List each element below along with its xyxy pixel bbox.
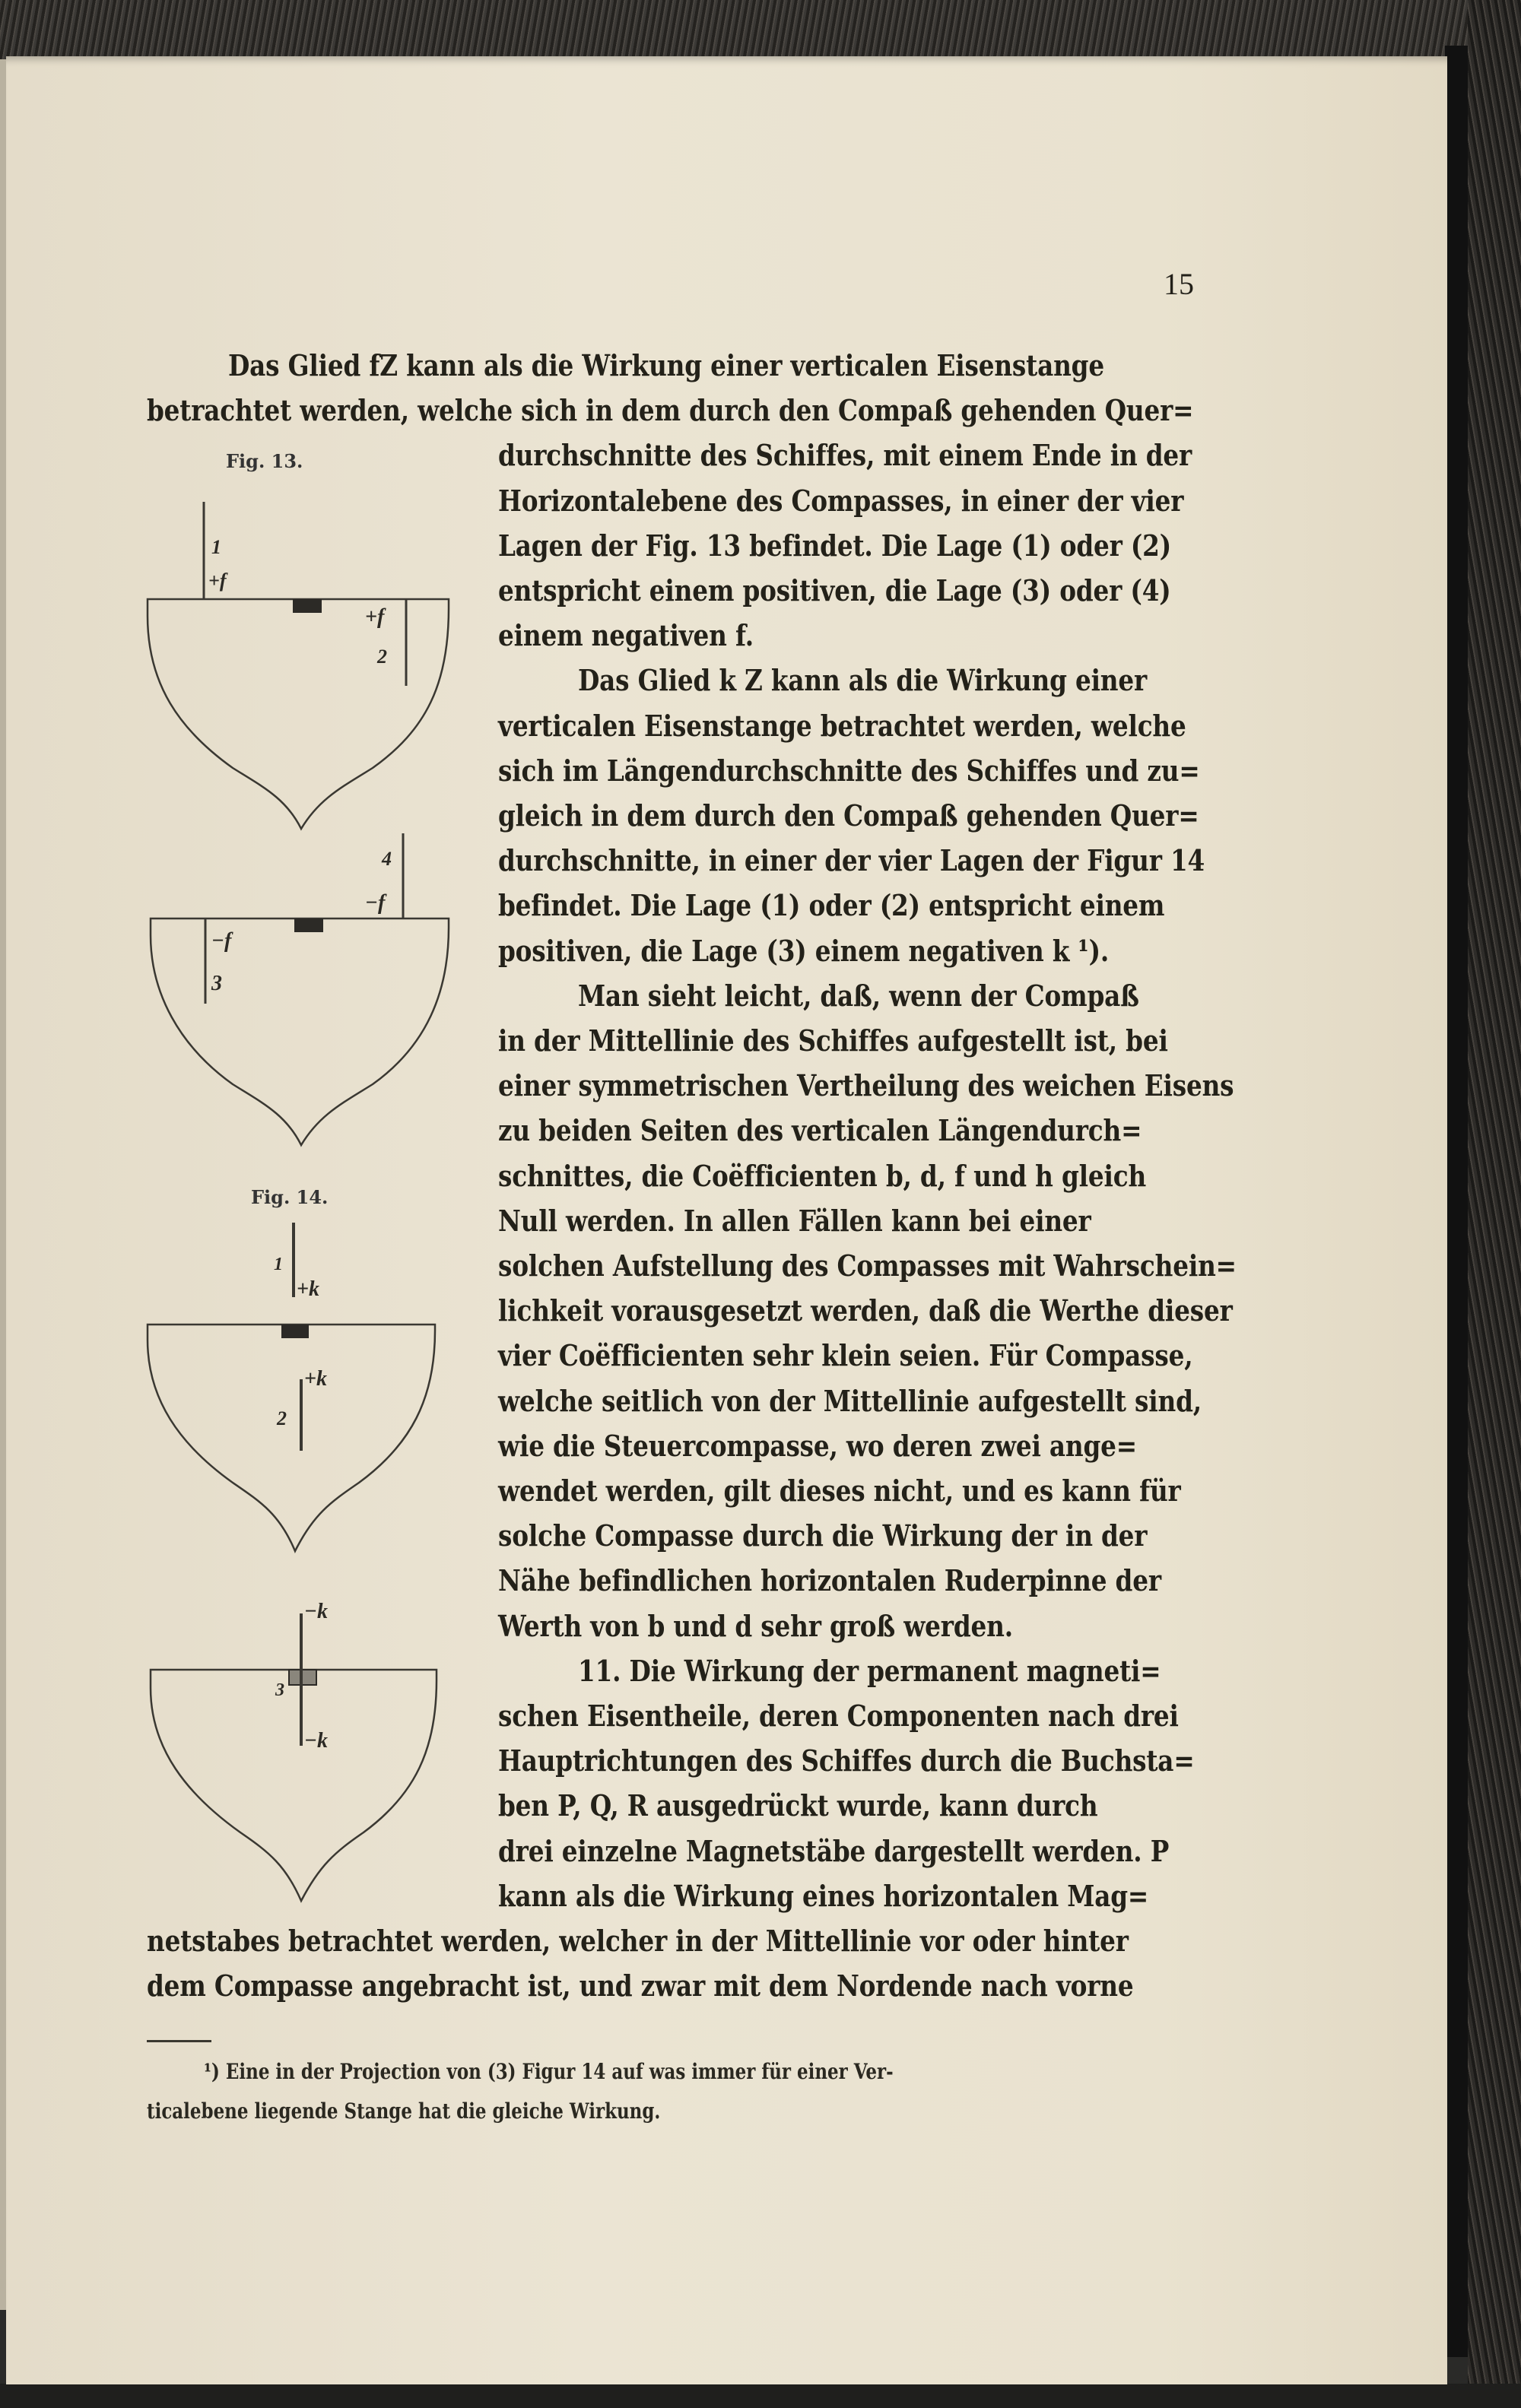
body-text-line: drei einzelne Magnetstäbe dargestellt werden. P — [498, 1833, 1170, 1868]
body-text-line: betrachtet werden, welche sich in dem durch den Compaß gehenden Quer= — [147, 393, 1194, 428]
label-minus-f-3: −f — [211, 929, 232, 953]
label-plus-k-2: +k — [304, 1367, 327, 1391]
body-text-line: schnittes, die Coëfficienten b, d, f und h gleich — [498, 1158, 1147, 1193]
body-text-line: wendet werden, gilt dieses nicht, und es kann für — [498, 1474, 1181, 1508]
body-text-line: Nähe befindlichen horizontalen Ruderpinne der — [498, 1563, 1161, 1598]
body-text-line: Null werden. In allen Fällen kann bei einer — [498, 1203, 1091, 1238]
figure-14-hull-diagram-upper — [144, 1217, 464, 1574]
compass-marker — [281, 1325, 309, 1338]
compass-marker — [294, 918, 323, 932]
figure-14-caption: Fig. 14. — [251, 1186, 329, 1208]
figure-14-hull-diagram-lower — [144, 1574, 464, 1908]
book-binding-bottom — [0, 2384, 1521, 2408]
body-text-line: zu beiden Seiten des verticalen Längendurch= — [498, 1113, 1142, 1148]
body-text-line: Werth von b und d sehr groß werden. — [498, 1608, 1013, 1643]
label-position-2: 2 — [377, 646, 387, 668]
body-text-line: netstabes betrachtet werden, welcher in der Mittellinie vor oder hinter — [147, 1924, 1129, 1958]
label-position-3: 3 — [275, 1680, 284, 1700]
body-text-line: einem negativen f. — [498, 618, 754, 653]
body-text-line: schen Eisentheile, deren Componenten nach drei — [498, 1699, 1179, 1733]
hull-outline — [148, 599, 449, 829]
body-text-line: Man sieht leicht, daß, wenn der Compaß — [578, 978, 1139, 1013]
body-text-line: gleich in dem durch den Compaß gehenden Quer= — [498, 798, 1199, 833]
hull-outline — [151, 1670, 437, 1901]
hull-outline — [148, 1325, 435, 1551]
figure-13-caption: Fig. 13. — [226, 450, 303, 472]
footnote-line-1: ¹) Eine in der Projection von (3) Figur 14 auf was immer für einer Ver- — [204, 2059, 894, 2084]
label-plus-k-1: +k — [297, 1277, 319, 1301]
label-position-4: 4 — [382, 848, 392, 870]
body-text-line: ben P, Q, R ausgedrückt wurde, kann durch — [498, 1788, 1098, 1823]
body-text-line: sich im Längendurchschnitte des Schiffes und zu= — [498, 753, 1200, 788]
figure-13-hull-diagram-upper — [144, 487, 464, 821]
footnote-divider — [147, 2040, 211, 2042]
label-position-3: 3 — [211, 972, 222, 995]
label-minus-k-bottom: −k — [304, 1729, 328, 1753]
body-text-line: einer symmetrischen Vertheilung des weichen Eisens — [498, 1068, 1234, 1103]
label-minus-f-4: −f — [365, 891, 386, 915]
figure-13-hull-diagram-lower — [144, 833, 464, 1183]
body-text-line: dem Compasse angebracht ist, und zwar mit dem Nordende nach vorne — [147, 1969, 1134, 2003]
body-text-line: durchschnitte, in einer der vier Lagen der Figur 14 — [498, 843, 1205, 878]
label-position-1: 1 — [211, 536, 221, 558]
hull-outline — [151, 918, 449, 1145]
body-text-line: Das Glied k Z kann als die Wirkung einer — [578, 663, 1148, 698]
body-text-line: welche seitlich von der Mittellinie aufgestellt sind, — [498, 1383, 1202, 1418]
body-text-line: solche Compasse durch die Wirkung der in der — [498, 1518, 1148, 1553]
label-plus-f-1: +f — [208, 569, 227, 592]
compass-marker — [293, 599, 322, 613]
body-text-line: Lagen der Fig. 13 befindet. Die Lage (1) oder (2) — [498, 528, 1172, 563]
label-position-1: 1 — [274, 1255, 283, 1274]
body-text-line: Hauptrichtungen des Schiffes durch die Buchsta= — [498, 1743, 1195, 1778]
body-text-line: entspricht einem positiven, die Lage (3) oder (4) — [498, 573, 1171, 608]
page-number: 15 — [1164, 267, 1194, 301]
page-left-edge — [0, 59, 6, 2310]
body-text-line: lichkeit vorausgesetzt werden, daß die Werthe dieser — [498, 1293, 1233, 1328]
book-binding-right — [1468, 0, 1521, 2408]
body-text-line: Horizontalebene des Compasses, in einer der vier — [498, 483, 1184, 518]
body-text-line: 11. Die Wirkung der permanent magneti= — [578, 1653, 1161, 1688]
label-minus-k-top: −k — [304, 1600, 328, 1623]
book-binding-top — [0, 0, 1521, 61]
footnote-line-2: ticalebene liegende Stange hat die gleiche Wirkung. — [147, 2099, 661, 2124]
body-text-line: positiven, die Lage (3) einem negativen k ¹). — [498, 933, 1110, 968]
body-text-line: Das Glied fZ kann als die Wirkung einer verticalen Eisenstange — [228, 348, 1104, 382]
body-text-line: kann als die Wirkung eines horizontalen Mag= — [498, 1878, 1149, 1913]
book-edge-shadow — [1445, 46, 1468, 2357]
body-text-line: solchen Aufstellung des Compasses mit Wahrschein= — [498, 1248, 1237, 1283]
body-text-line: verticalen Eisenstange betrachtet werden, welche — [498, 708, 1186, 743]
label-position-2: 2 — [277, 1407, 287, 1429]
body-text-line: wie die Steuercompasse, wo deren zwei ange= — [498, 1428, 1137, 1463]
body-text-line: befindet. Die Lage (1) oder (2) entspricht einem — [498, 888, 1165, 923]
body-text-line: vier Coëfficienten sehr klein seien. Für Compasse, — [498, 1338, 1193, 1373]
body-text-line: durchschnitte des Schiffes, mit einem Ende in der — [498, 438, 1192, 473]
body-text-line: in der Mittellinie des Schiffes aufgestellt ist, bei — [498, 1023, 1168, 1058]
label-plus-f-2: +f — [365, 605, 385, 629]
